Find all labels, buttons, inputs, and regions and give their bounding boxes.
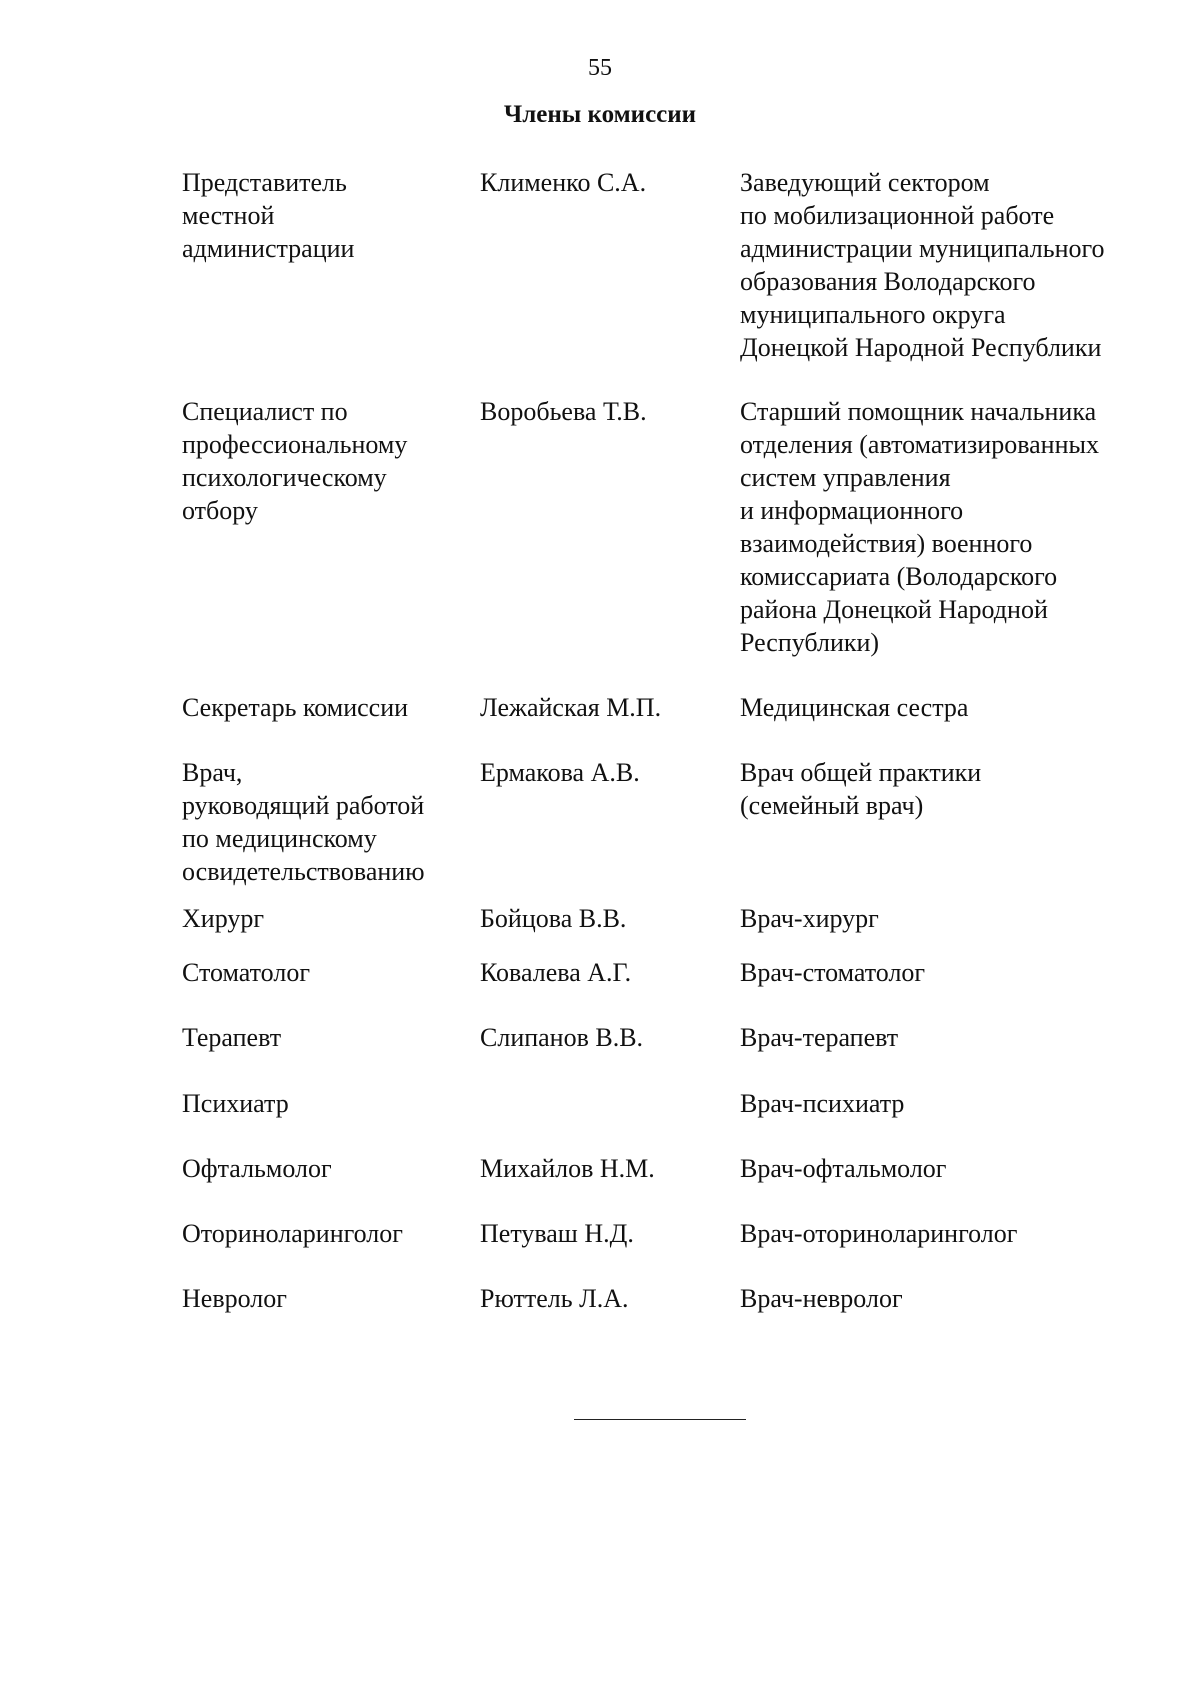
member-name: Михайлов Н.М. xyxy=(480,1154,655,1183)
member-role: Врач, руководящий работой по медицинскому освидетельствованию xyxy=(182,758,425,886)
member-name: Петуваш Н.Д. xyxy=(480,1219,634,1248)
member-role: Специалист по профессиональному психологическому отбору xyxy=(182,397,408,525)
member-name: Слипанов В.В. xyxy=(480,1023,644,1052)
member-name: Ковалева А.Г. xyxy=(480,958,632,987)
member-position: Старший помощник начальника отделения (автоматизированных систем управления и информационного взаимодействия) военного комиссариата (Володарского района Донецкой Народной Республики) xyxy=(740,397,1099,657)
member-name: Рюттель Л.А. xyxy=(480,1284,629,1313)
member-name: Лежайская М.П. xyxy=(480,693,662,722)
member-role: Представитель местной администрации xyxy=(182,168,355,263)
member-role: Оториноларинголог xyxy=(182,1219,403,1248)
member-role: Офтальмолог xyxy=(182,1154,332,1183)
member-role: Стоматолог xyxy=(182,958,310,987)
closing-divider-line xyxy=(574,1419,746,1420)
member-position: Врач-оториноларинголог xyxy=(740,1219,1018,1248)
member-position: Врач-хирург xyxy=(740,904,879,933)
member-position: Заведующий сектором по мобилизационной работе администрации муниципального образования Володарского муниципального округа Донецкой Народной Республики xyxy=(740,168,1105,362)
member-name: Клименко С.А. xyxy=(480,168,647,197)
member-position: Врач-стоматолог xyxy=(740,958,926,987)
page-title: Члены комиссии xyxy=(503,101,697,128)
member-position: Врач-офтальмолог xyxy=(740,1154,947,1183)
member-role: Невролог xyxy=(182,1284,287,1313)
member-position: Врач-терапевт xyxy=(740,1023,899,1052)
member-position: Врач общей практики (семейный врач) xyxy=(740,758,982,820)
member-position: Врач-невролог xyxy=(740,1284,903,1313)
member-role: Психиатр xyxy=(182,1089,289,1118)
member-position: Медицинская сестра xyxy=(740,693,969,722)
member-name: Бойцова В.В. xyxy=(480,904,627,933)
member-role: Секретарь комиссии xyxy=(182,693,409,722)
member-name: Воробьева Т.В. xyxy=(480,397,647,426)
member-name: Ермакова А.В. xyxy=(480,758,640,787)
member-position: Врач-психиатр xyxy=(740,1089,905,1118)
member-role: Терапевт xyxy=(182,1023,282,1052)
page-number: 55 xyxy=(588,55,612,81)
member-role: Хирург xyxy=(182,904,265,933)
